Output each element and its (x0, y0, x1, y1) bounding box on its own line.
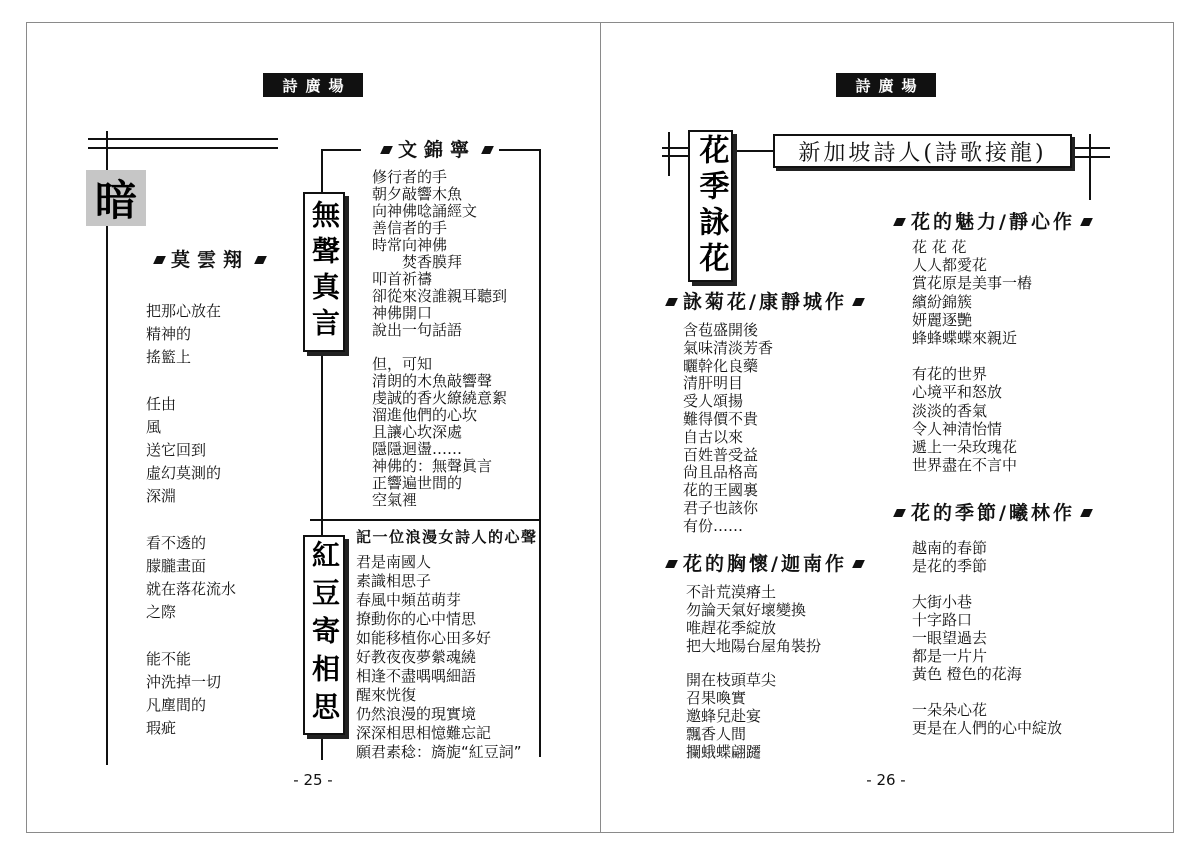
poem-line: 空氣裡 (372, 490, 418, 509)
rule-line (88, 147, 278, 149)
poem-line: 就在落花流水 (146, 579, 237, 598)
poem-line: 妍麗逐艷 (912, 310, 973, 329)
poem-line: 正響遍世間的 (372, 473, 463, 492)
author-byline (888, 211, 1098, 233)
page-number: - 26 - (866, 771, 906, 789)
poem-title: 紅豆寄相思 (308, 540, 341, 730)
stanza (146, 648, 236, 740)
stanza (912, 701, 1062, 737)
poem-line: 一眼望過去 (912, 629, 988, 647)
section-title-box (688, 130, 733, 282)
stanza (356, 553, 522, 762)
poem-line: 精神的 (146, 324, 192, 343)
poem-line: 花 花 花 (912, 238, 967, 256)
poem-byline: 花的季節/曦林作 (911, 502, 1075, 524)
author-byline (148, 249, 272, 271)
poem-line: 春風中頻茁萌芽 (356, 590, 462, 609)
poem-line: 越南的春節 (912, 539, 988, 557)
poem-line: 君子也該你 (683, 498, 759, 517)
rule-line (668, 132, 670, 176)
poem-line: 唯趕花季綻放 (686, 619, 777, 637)
poem-line: 君是南國人 (356, 552, 432, 571)
poem-byline: 花的胸懷/迦南作 (683, 553, 847, 575)
author-byline (888, 502, 1098, 524)
poem-body-hongdou (356, 553, 522, 762)
author-name: 莫雲翔 (171, 249, 250, 271)
poem-line: 且讓心坎深處 (372, 422, 463, 441)
stanza (912, 539, 1062, 575)
poem-line: 隱隱迴盪…… (372, 439, 463, 458)
poem-line: 撩動你的心中情思 (356, 609, 477, 628)
poem-line: 深深相思相憶難忘記 (356, 723, 492, 742)
page-header: 詩廣場 (263, 73, 363, 97)
poem-line: 勿論天氣好壞變換 (686, 601, 807, 619)
series-title-box (773, 134, 1072, 168)
section-title: 花季詠花 (693, 134, 729, 278)
poem-line: 好教夜夜夢縈魂繞 (356, 647, 477, 666)
stanza (912, 238, 1032, 347)
poem-line: 令人神清怡情 (912, 419, 1003, 438)
stanza (146, 393, 236, 508)
poem-line: 沖洗掉一切 (146, 672, 222, 691)
poem-line: 朦朧畫面 (146, 556, 207, 575)
bullet-icon (852, 298, 865, 306)
poem-line: 難得價不貴 (683, 409, 759, 428)
poem-line: 願君素稔：旖旎“紅豆詞” (356, 742, 522, 761)
rule-line (662, 147, 689, 149)
poem-line: 任由 (146, 394, 177, 413)
poem-line: 瑕疵 (146, 718, 177, 737)
poem-line: 清肝明目 (683, 374, 744, 393)
poem-body-wusheng (372, 169, 507, 509)
poem-line: 遞上一朵玫瑰花 (912, 437, 1018, 456)
rule-line (88, 138, 278, 140)
poem-line: 善信者的手 (372, 218, 448, 237)
bullet-icon (852, 560, 865, 568)
poem-line: 含苞盛開後 (683, 321, 759, 339)
poem-line: 花的王國裏 (683, 481, 759, 500)
stanza (683, 322, 773, 536)
poem-line: 神佛開口 (372, 303, 433, 322)
stanza (912, 593, 1062, 683)
poem-line: 虛幻莫測的 (146, 463, 222, 482)
poem-line: 是花的季節 (912, 557, 988, 575)
poem-line: 但，可知 (372, 354, 433, 373)
poem-byline: 詠菊花/康靜城作 (683, 291, 847, 313)
rule-line (1072, 147, 1110, 149)
poem-line: 氣味清淡芳香 (683, 338, 774, 357)
poem-line: 一朵朵心花 (912, 701, 988, 719)
bullet-icon (254, 256, 267, 264)
bullet-icon (1080, 509, 1093, 517)
poem-line: 時常向神佛 (372, 235, 448, 254)
author-byline (660, 291, 870, 313)
bullet-icon (665, 560, 678, 568)
poem-line: 不計荒漠瘠土 (686, 583, 777, 601)
stanza (372, 169, 507, 339)
poem-line: 清朗的木魚敲響聲 (372, 371, 493, 390)
poem-title-box (303, 535, 345, 735)
poem-line: 攔蛾蝶翩躚 (686, 743, 762, 761)
poem-title: 無聲真言 (308, 200, 341, 344)
rule-line (1072, 156, 1110, 158)
poem-line: 叩首祈禱 (372, 269, 433, 288)
author-byline (660, 553, 870, 575)
poem-line: 送它回到 (146, 440, 207, 459)
poem-line: 凡塵間的 (146, 695, 207, 714)
poem-line: 大街小巷 (912, 593, 973, 611)
poem-line: 更是在人們的心中綻放 (912, 719, 1063, 737)
poem-line: 淡淡的香氣 (912, 401, 988, 420)
poem-line: 仍然浪漫的現實境 (356, 704, 477, 723)
rule-line (310, 519, 541, 521)
poem-line: 自古以來 (683, 427, 744, 446)
poem-line: 醒來恍復 (356, 685, 417, 704)
poem-line: 向神佛唸誦經文 (372, 201, 478, 220)
poem-body-jijie (912, 539, 1062, 737)
poem-line: 蜂蜂蝶蝶來親近 (912, 328, 1018, 347)
rule-line (321, 149, 361, 151)
poem-line: 把那心放在 (146, 301, 222, 320)
rule-line (1089, 134, 1091, 200)
poem-line: 百姓普受益 (683, 445, 759, 464)
author-byline (375, 139, 499, 161)
poem-subtitle: 記一位浪漫女詩人的心聲 (356, 528, 538, 546)
poem-title-box (303, 192, 345, 352)
poem-line: 卻從來沒誰親耳聽到 (372, 286, 508, 305)
rule-line (497, 149, 541, 151)
poem-body-xionghuai (686, 583, 821, 761)
poem-line: 曬幹化良藥 (683, 356, 759, 375)
poem-line: 能不能 (146, 649, 192, 668)
rule-line (539, 149, 541, 757)
page-number: - 25 - (293, 771, 333, 789)
poem-line: 朝夕敲響木魚 (372, 184, 463, 203)
poem-line: 之際 (146, 602, 177, 621)
bullet-icon (665, 298, 678, 306)
poem-line: 如能移植你心田多好 (356, 628, 492, 647)
poem-line: 人人都愛花 (912, 256, 988, 275)
stanza (912, 365, 1032, 474)
bullet-icon (153, 256, 166, 264)
poem-line: 邀蜂兒赴宴 (686, 707, 762, 725)
stanza (146, 300, 236, 369)
poem-line: 受人頌揚 (683, 392, 744, 411)
bullet-icon (1080, 218, 1093, 226)
poem-line: 虔誠的香火繚繞意絮 (372, 388, 508, 407)
poem-line: 開在枝頭草尖 (686, 671, 777, 689)
poem-line: 深淵 (146, 486, 177, 505)
bullet-icon (893, 509, 906, 517)
rule-line (662, 155, 689, 157)
rule-line (733, 150, 773, 152)
stanza (372, 356, 507, 509)
poem-line: 說出一句話語 (372, 320, 463, 339)
poem-line: 搖籃上 (146, 347, 192, 366)
poem-line: 十字路口 (912, 611, 973, 629)
bullet-icon (380, 146, 393, 154)
page-header: 詩廣場 (836, 73, 936, 97)
poem-body-an (146, 300, 236, 740)
poem-line: 素識相思子 (356, 571, 432, 590)
poem-line: 神佛的：無聲眞言 (372, 456, 493, 475)
poem-line: 召果喚實 (686, 689, 747, 707)
poem-byline: 花的魅力/靜心作 (911, 211, 1075, 233)
author-name: 文錦寧 (398, 139, 477, 161)
poem-line: 焚香膜拜 (372, 252, 463, 271)
poem-line: 有花的世界 (912, 365, 988, 384)
poem-line: 都是一片片 (912, 647, 988, 665)
poem-line: 把大地陽台屋角裝扮 (686, 637, 822, 655)
poem-line: 溜進他們的心坎 (372, 405, 478, 424)
poem-body-juhua (683, 322, 773, 536)
stanza (686, 583, 821, 655)
poem-title-an: 暗 (86, 170, 146, 226)
poem-line: 有份…… (683, 516, 744, 535)
poem-line: 風 (146, 417, 162, 436)
poem-line: 賞花原是美事一樁 (912, 274, 1033, 293)
poem-line: 黃色 橙色的花海 (912, 665, 1022, 683)
stanza (686, 671, 821, 761)
poem-line: 相逢不盡喁喁細語 (356, 666, 477, 685)
page-divider (600, 22, 601, 833)
stanza (146, 532, 236, 624)
poem-line: 看不透的 (146, 533, 207, 552)
poem-line: 心境平和怒放 (912, 383, 1003, 402)
poem-line: 世界盡在不言中 (912, 456, 1018, 475)
poem-line: 飄香人間 (686, 725, 747, 743)
poem-line: 修行者的手 (372, 167, 448, 186)
series-title: 新加坡詩人(詩歌接龍) (798, 140, 1047, 166)
poem-body-meili (912, 238, 1032, 474)
bullet-icon (481, 146, 494, 154)
poem-line: 繽紛錦簇 (912, 292, 973, 311)
poem-line: 尙且品格高 (683, 463, 759, 482)
bullet-icon (893, 218, 906, 226)
